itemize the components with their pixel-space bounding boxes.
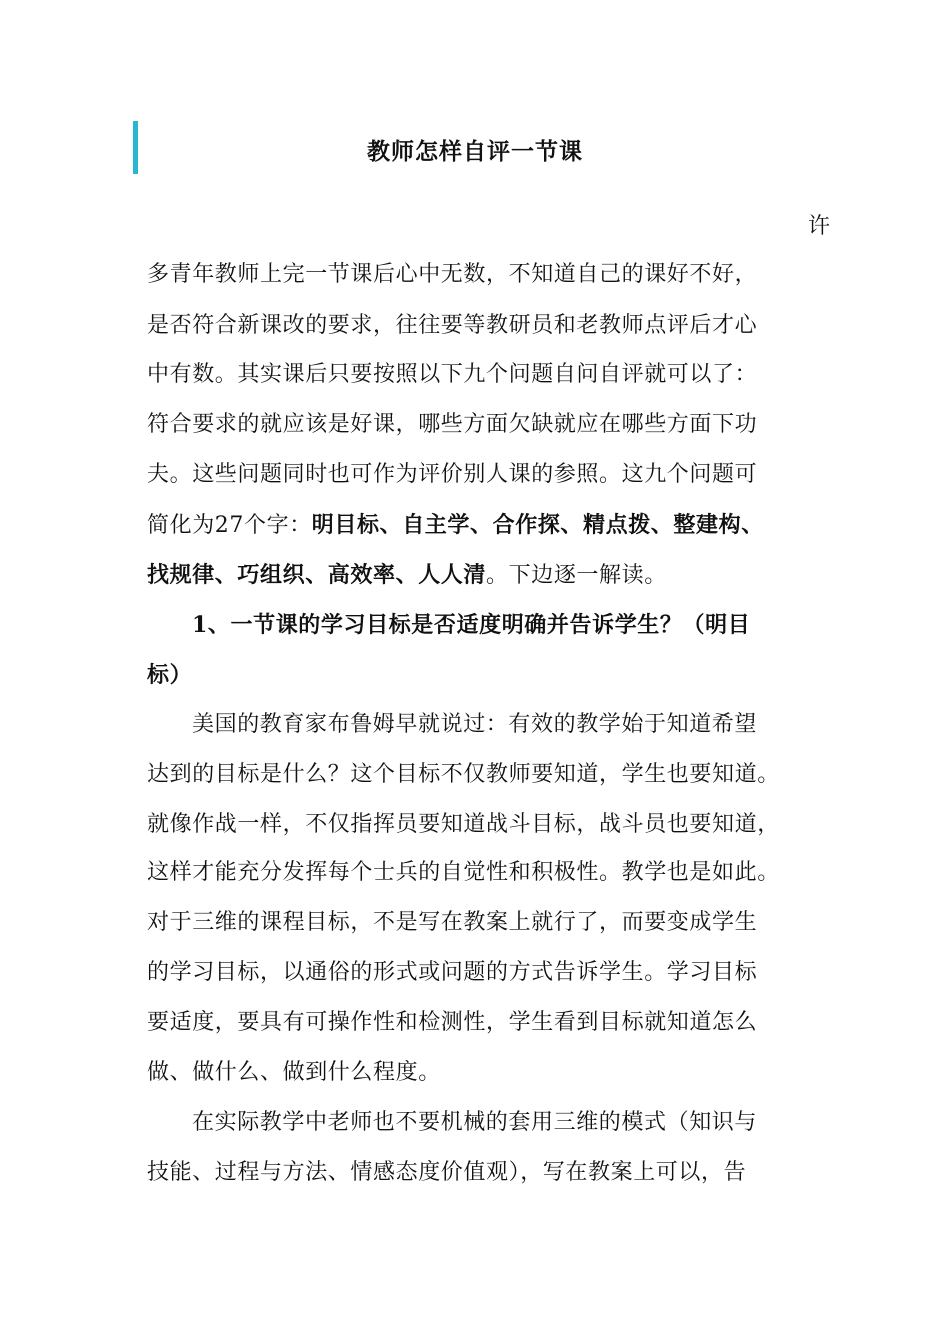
intro-line	[147, 510, 764, 541]
section-heading: 标）	[147, 662, 193, 688]
body-line: 在实际教学中老师也不要机械的套用三维的模式（知识与	[192, 1110, 758, 1135]
body-line: 这样才能充分发挥每个士兵的自觉性和积极性。教学也是如此。	[147, 860, 780, 885]
body-line: 技能、过程与方法、情感态度价值观），写在教案上可以，告	[147, 1160, 747, 1185]
body-line: 达到的目标是什么？这个目标不仅教师要知道，学生也要知道。	[147, 762, 780, 787]
document-title: 教师怎样自评一节课	[367, 138, 583, 165]
intro-line: 夫。这些问题同时也可作为评价别人课的参照。这九个问题可	[147, 462, 758, 487]
intro-line: 是否符合新课改的要求，往往要等教研员和老教师点评后才心	[147, 313, 758, 338]
keywords-bold: 明目标、自主学、合作探、精点拨、整建构、	[311, 512, 764, 538]
body-line: 就像作战一样，不仅指挥员要知道战斗目标，战斗员也要知道，	[147, 812, 780, 837]
intro-line: 符合要求的就应该是好课，哪些方面欠缺就应在哪些方面下功	[147, 412, 758, 437]
body-line: 美国的教育家布鲁姆早就说过：有效的教学始于知道希望	[192, 712, 758, 737]
intro-first-char: 许	[808, 214, 831, 239]
section-heading: 1、一节课的学习目标是否适度明确并告诉学生？（明目	[192, 612, 751, 638]
body-line: 对于三维的课程目标，不是写在教案上就行了，而要变成学生	[147, 910, 758, 935]
intro-line: 多青年教师上完一节课后心中无数，不知道自己的课好不好，	[147, 262, 758, 287]
body-line: 做、做什么、做到什么程度。	[147, 1060, 441, 1085]
intro-line	[147, 560, 667, 591]
intro-plain-text: 。下边逐一解读。	[486, 563, 667, 588]
intro-plain-text: 简化为27个字：	[147, 513, 312, 538]
body-line: 要适度，要具有可操作性和检测性，学生看到目标就知道怎么	[147, 1010, 758, 1035]
keywords-bold: 找规律、巧组织、高效率、人人清	[147, 562, 487, 588]
body-line: 的学习目标，以通俗的形式或问题的方式告诉学生。学习目标	[147, 960, 758, 985]
intro-line: 中有数。其实课后只要按照以下九个问题自问自评就可以了：	[147, 362, 758, 387]
